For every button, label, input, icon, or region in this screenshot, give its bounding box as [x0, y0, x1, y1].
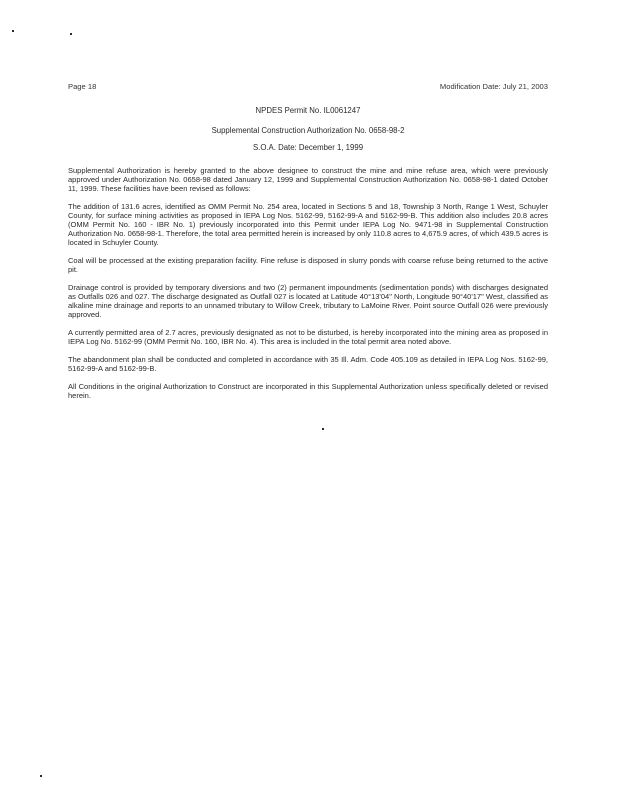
- paragraph-coal-processing: Coal will be processed at the existing preparation facility. Fine refuse is disposed in slurry ponds with coarse refuse being returned to the active pit.: [68, 256, 548, 274]
- paragraph-authorization-grant: Supplemental Authorization is hereby granted to the above designee to construct the mine and mine refuse area, which were previously approved under Authorization No. 0658-98 dated January 12, 1999 and Supplemental Construction Authorization No. 0658-98-1 dated October 11, 1999. These facilities have been revised as follows:: [68, 166, 548, 193]
- permit-number-title: NPDES Permit No. IL0061247: [255, 106, 361, 115]
- scan-speck: [70, 33, 72, 35]
- soa-date: S.O.A. Date: December 1, 1999: [252, 143, 364, 152]
- page-number: Page 18: [68, 82, 97, 91]
- modification-date: Modification Date: July 21, 2003: [439, 82, 548, 91]
- scan-speck: [40, 775, 42, 777]
- document-body: [68, 166, 548, 409]
- paragraph-abandonment-plan: The abandonment plan shall be conducted and completed in accordance with 35 Ill. Adm. Code 405.109 as detailed in IEPA Log Nos. 5162-99, 5162-99-A and 5162-99-B.: [68, 355, 548, 373]
- paragraph-acreage-addition: The addition of 131.6 acres, identified as OMM Permit No. 254 area, located in Sections 5 and 18, Township 3 North, Range 1 West, Schuyler County, for surface mining activities as proposed in IEPA Log Nos. 5162-99, 5162-99-A and 5162-99-B. This addition also includes 20.8 acres (OMM Permit No. 160 - IBR No. 1) previously incorporated into this Permit under IEPA Log No. 9471-98 in Supplemental Construction Authorization No. 0658-98-1. Therefore, the total area permitted herein is increased by only 110.8 acres to 4,675.9 acres, of which 439.5 acres is located in Schuyler County.: [68, 202, 548, 247]
- paragraph-drainage-control: Drainage control is provided by temporary diversions and two (2) permanent impoundments (sedimentation ponds) with discharges designated as Outfalls 026 and 027. The discharge designated as Outfall 027 is located at Latitude 40°13'04" North, Longitude 90°40'17" West, classified as alkaline mine drainage and reports to an unnamed tributary to Willow Creek, tributary to LaMoine River. Point source Outfall 026 were previously approved.: [68, 283, 548, 319]
- scan-speck: [12, 30, 14, 32]
- paragraph-conditions: All Conditions in the original Authorization to Construct are incorporated in this Supplemental Authorization unless specifically deleted or revised herein.: [68, 382, 548, 400]
- scan-speck: [322, 428, 324, 430]
- authorization-number: Supplemental Construction Authorization No. 0658-98-2: [211, 126, 405, 135]
- paragraph-permitted-area: A currently permitted area of 2.7 acres, previously designated as not to be disturbed, is hereby incorporated into the mining area as proposed in IEPA Log No. 5162-99 (OMM Permit No. 160, IBR No. 4). This area is included in the total permit area noted above.: [68, 328, 548, 346]
